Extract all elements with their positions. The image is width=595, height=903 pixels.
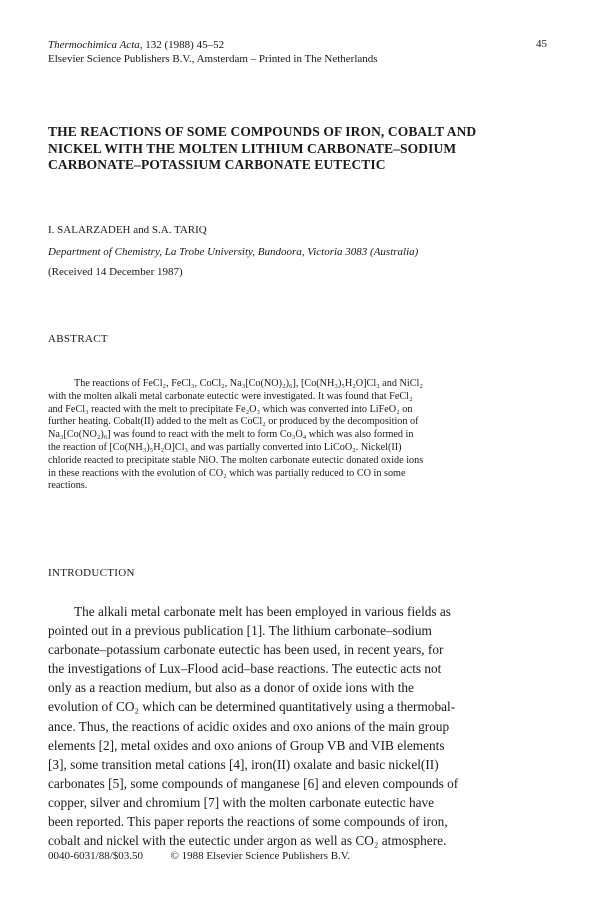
affiliation: Department of Chemistry, La Trobe University, Bundoora, Victoria 3083 (Australia) — [48, 246, 419, 258]
intro-line: copper, silver and chromium [7] with the molten carbonate eutectic have — [48, 794, 435, 810]
intro-line: carbonate–potassium carbonate eutectic has been used, in recent years, for — [48, 642, 444, 658]
intro-line: elements [2], metal oxides and oxo anions of Group VB and VIB elements — [48, 737, 445, 753]
abstract-line: The reactions of FeCl₂, FeCl₃, CoCl₂, Na₃[Co(NO)₂)₆], [Co(NH₃)₅H₂O]Cl₃ and NiCl₂ — [74, 378, 423, 389]
abstract-heading: ABSTRACT — [48, 333, 108, 345]
abstract-line: Na₃[Co(NO₂)₆] was found to react with the melt to form Co₃O₄ which was also formed in — [48, 429, 414, 441]
abstract-line: in these reactions with the evolution of CO₂ which was partially reduced to CO in some — [48, 467, 406, 479]
publisher-line: Elsevier Science Publishers B.V., Amsterdam – Printed in The Netherlands — [48, 53, 378, 65]
intro-line: cobalt and nickel with the eutectic under argon as well as CO₂ atmosphere. — [48, 833, 447, 849]
journal-name: Thermochimica Acta, — [48, 39, 143, 51]
abstract-line: and FeCl₃ reacted with the melt to precipitate Fe₂O₃ which was converted into LiFeO₂ on — [48, 403, 413, 415]
issn-code: 0040-6031/88/$03.50 — [48, 850, 144, 862]
introduction-heading: INTRODUCTION — [48, 567, 135, 579]
intro-line: ance. Thus, the reactions of acidic oxides and oxo anions of the main group — [48, 718, 450, 734]
intro-line: pointed out in a previous publication [1]. The lithium carbonate–sodium — [48, 623, 432, 639]
intro-line: evolution of CO₂ which can be determined quantitatively using a thermobal- — [48, 699, 456, 715]
journal-volume: 132 (1988) 45–52 — [142, 39, 225, 51]
journal-header — [48, 38, 548, 66]
paper-title — [48, 124, 548, 174]
introduction-body — [48, 602, 548, 850]
abstract-line: reactions. — [48, 480, 88, 492]
abstract-body — [48, 378, 548, 493]
intro-line: the investigations of Lux–Flood acid–base reactions. The eutectic acts not — [48, 661, 442, 677]
abstract-line: chloride reacted to precipitate stable NiO. The molten carbonate eutectic donated oxide ions — [48, 454, 424, 466]
intro-line: [3], some transition metal cations [4], iron(II) oxalate and basic nickel(II) — [48, 756, 439, 772]
intro-line: only as a reaction medium, but also as a donor of oxide ions with the — [48, 680, 414, 696]
intro-line: been reported. This paper reports the reactions of some compounds of iron, — [48, 814, 448, 830]
title-line: NICKEL WITH THE MOLTEN LITHIUM CARBONATE–SODIUM — [48, 140, 457, 156]
abstract-line: the reaction of [Co(NH₃)₅H₂O]Cl₃ and was partially converted into LiCoO₂. Nickel(II) — [48, 441, 402, 453]
journal-citation — [48, 38, 548, 52]
page-number: 45 — [536, 38, 547, 50]
abstract-line: with the molten alkali metal carbonate eutectic were investigated. It was found that FeCl₂ — [48, 390, 413, 402]
abstract-line: further heating. Cobalt(II) added to the melt as CoCl₂ or produced by the decomposition of — [48, 416, 419, 428]
intro-line: carbonates [5], some compounds of manganese [6] and eleven compounds of — [48, 775, 459, 791]
title-line: THE REACTIONS OF SOME COMPOUNDS OF IRON, COBALT AND — [48, 124, 477, 139]
footer — [48, 850, 350, 862]
intro-line: The alkali metal carbonate melt has been employed in various fields as — [74, 604, 451, 619]
copyright: © 1988 Elsevier Science Publishers B.V. — [170, 850, 351, 862]
title-line: CARBONATE–POTASSIUM CARBONATE EUTECTIC — [48, 157, 386, 172]
authors: I. SALARZADEH and S.A. TARIQ — [48, 224, 207, 236]
received-date: (Received 14 December 1987) — [48, 266, 183, 278]
